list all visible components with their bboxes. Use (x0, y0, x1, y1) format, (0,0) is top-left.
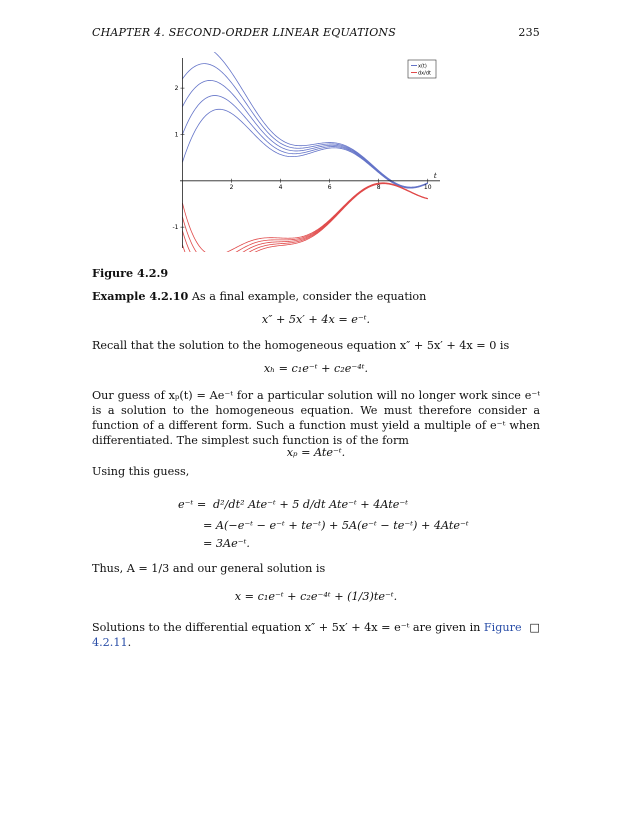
x-tick-label-8: 8 (376, 183, 381, 191)
guess-paragraph: Our guess of xₚ(t) = Ae⁻ᵗ for a particular solution will no longer work since e⁻ᵗ is a solution to the homogeneous equation. We must therefore consider a function of a different form. Such a function must yield a multiple of e⁻ᵗ when differentiated. The simplest such function is of the form (92, 389, 540, 447)
x-tick-label-4: 4 (278, 183, 283, 191)
y-tick-label-1: 1 (174, 131, 179, 139)
x-tick-label-10: 10 (423, 183, 432, 191)
x-tick-label-6: 6 (327, 183, 332, 191)
qed-symbol: □ (529, 621, 540, 634)
legend (408, 60, 436, 78)
figure-4-2-11-link[interactable]: Figure 4.2.11 (92, 621, 522, 649)
align-line-2: = A(−e⁻ᵗ − e⁻ᵗ + te⁻ᵗ) + 5A(e⁻ᵗ − te⁻ᵗ) + 4Ate⁻ᵗ (203, 519, 469, 532)
dxdt-curve-4 (182, 183, 427, 252)
align-lhs: e⁻ᵗ = (178, 498, 207, 511)
y-tick-label-2: 2 (174, 85, 179, 93)
example-heading (92, 289, 540, 304)
y-tick-label--1: -1 (172, 224, 179, 232)
page-number: 235 (518, 26, 540, 39)
example-intro: As a final example, consider the equation (188, 290, 427, 303)
dxdt-curve-1 (182, 183, 427, 252)
example-label: Example 4.2.10 (92, 289, 189, 303)
chapter-title: CHAPTER 4. SECOND-ORDER LINEAR EQUATIONS (92, 26, 396, 39)
final-text: Solutions to the differential equation x″ + 5x′ + 4x = e⁻ᵗ are given in (92, 621, 484, 634)
using-guess-text: Using this guess, (92, 465, 190, 478)
legend-label-dxdt: dx/dt (418, 70, 431, 77)
figure-caption: Figure 4.2.9 (92, 266, 169, 280)
x-tick-label-2: 2 (229, 183, 234, 191)
align-line-1: d²/dt² Ate⁻ᵗ + 5 d/dt Ate⁻ᵗ + 4Ate⁻ᵗ (213, 498, 409, 511)
axes-group (172, 58, 440, 248)
equation-4: x = c₁e⁻ᵗ + c₂e⁻⁴ᵗ + (1/3)te⁻ᵗ. (234, 590, 398, 603)
align-line-3: = 3Ae⁻ᵗ. (203, 537, 250, 550)
x-curve-2 (182, 64, 427, 188)
final-paragraph (92, 620, 540, 650)
equation-1: x″ + 5x′ + 4x = e⁻ᵗ. (261, 313, 371, 326)
curves-group (182, 52, 427, 252)
x-curve-5 (182, 109, 427, 188)
equation-3: xₚ = Ate⁻ᵗ. (286, 446, 346, 459)
x-axis-label: t (433, 171, 437, 180)
page-header (92, 26, 540, 42)
solution-curves-chart (170, 52, 450, 252)
legend-label-x: x(t) (418, 63, 427, 70)
x-curve-1 (182, 52, 427, 187)
dxdt-curve-2 (182, 183, 427, 252)
dxdt-curve-5 (182, 184, 427, 252)
final-period: . (127, 636, 132, 649)
thus-paragraph: Thus, A = 1/3 and our general solution is (92, 562, 326, 575)
figure-4-2-9 (170, 52, 450, 252)
recall-paragraph: Recall that the solution to the homogeneous equation x″ + 5x′ + 4x = 0 is (92, 339, 510, 352)
dxdt-curve-3 (182, 183, 427, 252)
equation-2: xₕ = c₁e⁻ᵗ + c₂e⁻⁴ᵗ. (263, 362, 369, 375)
